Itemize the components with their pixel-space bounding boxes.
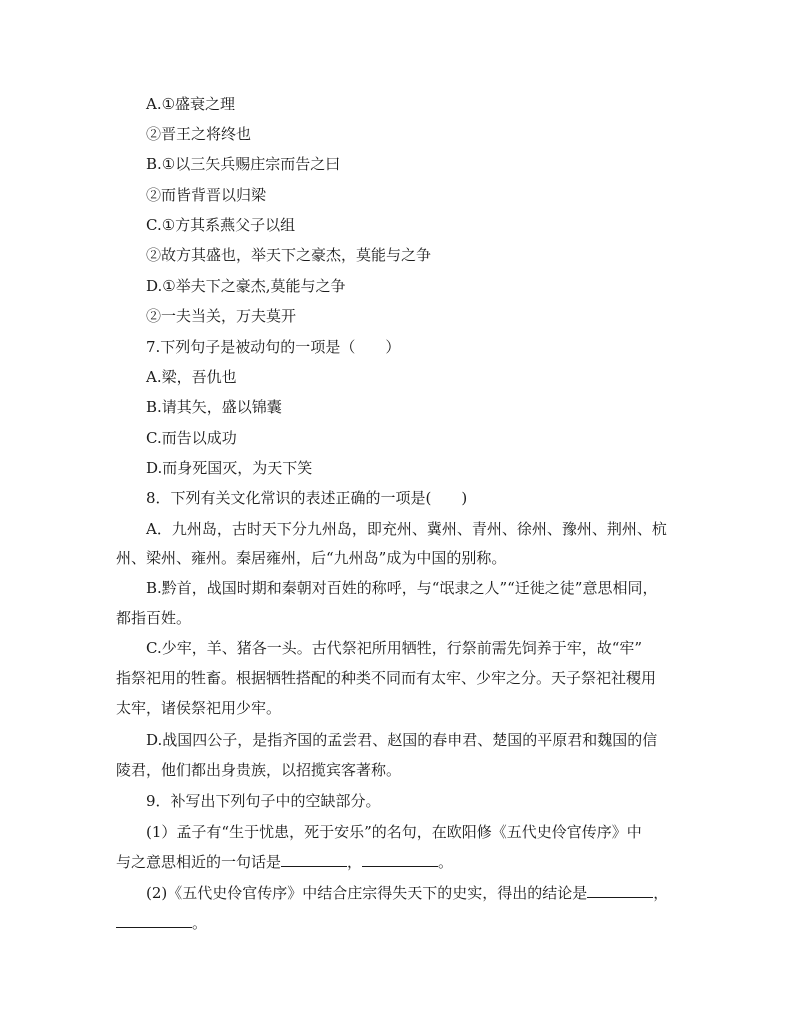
option-c-2: ②故方其盛也，举天下之豪杰，莫能与之争: [146, 246, 432, 264]
question-8: 8．下列有关文化常识的表述正确的一项是( ): [146, 489, 468, 507]
q7-option-b: B.请其矢，盛以锦囊: [146, 398, 282, 416]
answer-blank-1[interactable]: [281, 852, 347, 867]
q7-option-d: D.而身死国灭，为天下笑: [146, 459, 313, 477]
option-b-2: ②而皆背晋以归梁: [146, 186, 267, 204]
option-d-2: ②一夫当关，万夫莫开: [146, 307, 297, 325]
option-d-1: D.①举夫下之豪杰,莫能与之争: [146, 277, 346, 295]
q8-option-c-line3: 太牢，诸侯祭祀用少牢。: [116, 699, 282, 717]
q9-part2-line1: [146, 883, 668, 903]
q9-part2-text: (2)《五代史伶官传序》中结合庄宗得失天下的史实，得出的结论是: [146, 884, 588, 902]
q9-part2-line2: [116, 913, 207, 933]
question-7: 7.下列句子是被动句的一项是（ ）: [146, 338, 401, 356]
q8-option-a-line1: A．九州岛，古时天下分九州岛，即充州、冀州、青州、徐州、豫州、荆州、杭: [146, 520, 667, 538]
q9-part2-end: ，: [653, 884, 669, 902]
q8-option-a-line2: 州、梁州、雍州。秦居雍州，后“九州岛”成为中国的别称。: [116, 549, 507, 567]
q7-option-c: C.而告以成功: [146, 429, 237, 447]
question-9: 9．补写出下列句子中的空缺部分。: [146, 792, 381, 810]
q8-option-d-line2: 陵君，他们都出身贵族，以招揽宾客著称。: [116, 761, 402, 779]
q9-part1-sep: ，: [347, 853, 363, 871]
option-a-2: ②晋王之将终也: [146, 125, 252, 143]
q8-option-c-line1: C.少牢，羊、猪各一头。古代祭祀所用牺牲，行祭前需先饲养于牢，故“牢”: [146, 639, 643, 657]
q8-option-b-line2: 都指百姓。: [116, 609, 192, 627]
option-c-1: C.①方其系燕父子以组: [146, 216, 296, 234]
answer-blank-4[interactable]: [116, 913, 192, 928]
q7-option-a: A.梁，吾仇也: [146, 368, 237, 386]
q8-option-d-line1: D.战国四公子，是指齐国的孟尝君、赵国的春申君、楚国的平原君和魏国的信: [146, 731, 658, 749]
q8-option-b-line1: B.黔首，战国时期和秦朝对百姓的称呼，与“氓隶之人”“迁徙之徒”意思相同，: [146, 579, 658, 597]
answer-blank-3[interactable]: [587, 883, 653, 898]
q9-part1-end: 。: [438, 853, 454, 871]
option-a-1: A.①盛衰之理: [146, 95, 236, 113]
q8-option-c-line2: 指祭祀用的牲畜。根据牺牲搭配的种类不同而有太牢、少牢之分。天子祭祀社稷用: [116, 669, 657, 687]
q9-part1-line1: (1）孟子有“生于忧患，死于安乐”的名句，在欧阳修《五代史伶官传序》中: [146, 823, 642, 841]
answer-blank-2[interactable]: [362, 852, 438, 867]
q9-part1-line2: [116, 852, 453, 872]
q9-part2-final: 。: [192, 914, 208, 932]
option-b-1: B.①以三矢兵赐庄宗而告之曰: [146, 155, 341, 173]
q9-part1-prefix: 与之意思相近的一句话是: [116, 853, 282, 871]
